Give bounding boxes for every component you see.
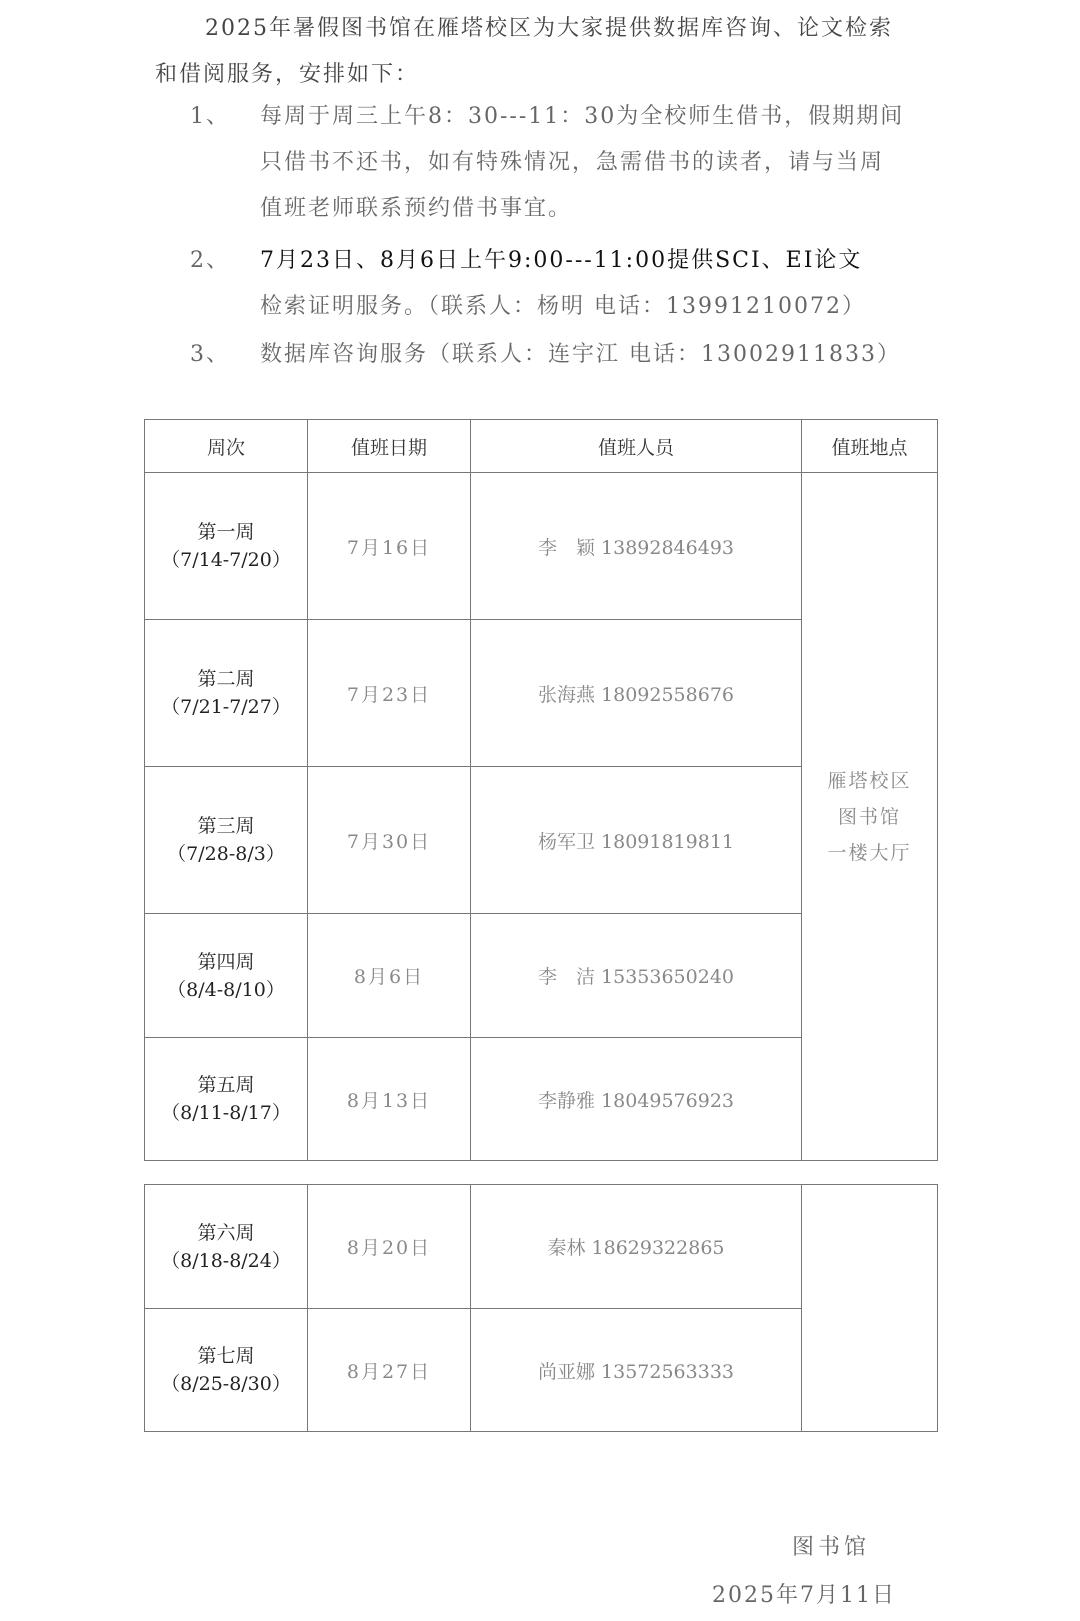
week-cell — [145, 473, 308, 620]
staff-cell: 秦林 18629322865 — [471, 1185, 802, 1309]
signature-date: 2025年7月11日 — [712, 1583, 896, 1608]
table-row — [145, 473, 938, 620]
location-cell — [802, 1185, 938, 1432]
week-cell — [145, 914, 308, 1038]
week-name: 第五周 — [197, 1074, 255, 1096]
staff-cell: 张海燕 18092558676 — [471, 620, 802, 767]
intro-paragraph — [155, 6, 935, 98]
date-cell: 7月30日 — [308, 767, 471, 914]
week-range: （8/4-8/10） — [167, 978, 285, 1001]
list-number: 2、 — [190, 248, 230, 273]
list-item-3 — [190, 332, 930, 378]
location-cell — [802, 473, 938, 1161]
week-name: 第二周 — [197, 668, 255, 690]
list-item-2-line-2: 检索证明服务。（联系人：杨明 电话：13991210072） — [260, 294, 866, 319]
week-cell — [145, 1185, 308, 1309]
week-range: （8/18-8/24） — [161, 1249, 291, 1272]
date-cell: 7月23日 — [308, 620, 471, 767]
duty-schedule-table-continued — [144, 1184, 938, 1432]
date-cell: 8月20日 — [308, 1185, 471, 1309]
date-cell: 8月27日 — [308, 1309, 471, 1432]
intro-line-1: 2025年暑假图书馆在雁塔校区为大家提供数据库咨询、论文检索 — [205, 16, 893, 41]
staff-cell: 尚亚娜 13572563333 — [471, 1309, 802, 1432]
staff-cell: 李 洁 15353650240 — [471, 914, 802, 1038]
date-cell: 8月6日 — [308, 914, 471, 1038]
staff-cell: 李 颖 13892846493 — [471, 473, 802, 620]
list-item-3-line-1: 数据库咨询服务（联系人：连宇江 电话：13002911833） — [260, 342, 901, 367]
list-item-1-line-2: 只借书不还书，如有特殊情况，急需借书的读者，请与当周 — [260, 150, 885, 175]
header-week: 周次 — [145, 420, 308, 473]
week-name: 第三周 — [197, 815, 255, 837]
week-range: （8/11-8/17） — [161, 1102, 291, 1124]
week-cell — [145, 620, 308, 767]
week-name: 第六周 — [197, 1221, 255, 1244]
week-range: （8/25-8/30） — [161, 1373, 291, 1395]
list-item-2-line-1: 7月23日、8月6日上午9:00---11:00提供SCI、EI论文 — [260, 248, 863, 273]
week-range: （7/14-7/20） — [161, 549, 291, 571]
week-name: 第一周 — [197, 521, 255, 543]
week-range: （7/21-7/27） — [161, 696, 291, 718]
week-range: （7/28-8/3） — [167, 843, 285, 865]
location-line-3: 一楼大厅 — [827, 841, 912, 864]
list-item-1 — [190, 94, 930, 232]
list-item-1-line-1: 每周于周三上午8：30---11：30为全校师生借书，假期期间 — [260, 104, 905, 129]
staff-cell: 杨军卫 18091819811 — [471, 767, 802, 914]
signature-org: 图书馆 — [792, 1535, 871, 1560]
week-name: 第七周 — [197, 1345, 255, 1367]
list-item-2 — [190, 238, 930, 330]
list-item-1-line-3: 值班老师联系预约借书事宜。 — [260, 196, 573, 221]
list-number: 3、 — [190, 342, 230, 367]
header-staff: 值班人员 — [471, 420, 802, 473]
intro-line-2: 和借阅服务，安排如下： — [155, 62, 420, 87]
staff-cell: 李静雅 18049576923 — [471, 1038, 802, 1161]
week-name: 第四周 — [197, 950, 255, 973]
week-cell — [145, 1309, 308, 1432]
date-cell: 7月16日 — [308, 473, 471, 620]
duty-schedule-table — [144, 419, 938, 1161]
date-cell: 8月13日 — [308, 1038, 471, 1161]
header-date: 值班日期 — [308, 420, 471, 473]
list-number: 1、 — [190, 104, 230, 129]
table-row — [145, 1185, 938, 1309]
table-header-row — [145, 420, 938, 473]
week-cell — [145, 1038, 308, 1161]
location-line-1: 雁塔校区 — [827, 769, 912, 792]
header-location: 值班地点 — [802, 420, 938, 473]
location-line-2: 图书馆 — [837, 805, 901, 828]
week-cell — [145, 767, 308, 914]
